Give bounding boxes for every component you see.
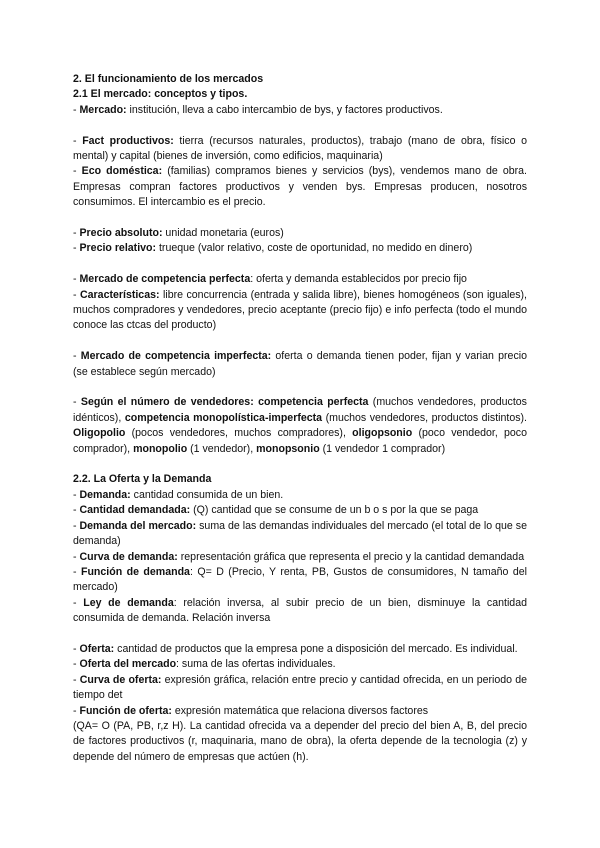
- term: Cantidad demandada:: [79, 504, 191, 517]
- term: Función de demanda: [80, 565, 190, 578]
- term: Ley de demanda: [83, 596, 174, 609]
- term: Precio relativo:: [79, 242, 157, 255]
- term: Características:: [80, 288, 160, 301]
- item-funcion-demanda: - Función de demanda: Q= D (Precio, Y renta, PB, Gustos de consumidores, N tamaño del mercado): [73, 565, 527, 594]
- term: Curva de demanda:: [79, 550, 178, 563]
- item-oferta-mercado: - Oferta del mercado: suma de las ofertas individuales.: [73, 658, 336, 671]
- term: Curva de oferta:: [79, 673, 162, 686]
- item-curva-oferta: - Curva de oferta: expresión gráfica, relación entre precio y cantidad ofrecida, en un periodo de tiempo det: [73, 673, 528, 702]
- qa-paragraph: (QA= O (PA, PB, r,z H). La cantidad ofrecida va a depender del precio del bien A, B, del precio de factores productivos (r, maquinaria, mano de obra), la oferta depende de la tecnologia (z) y depende del número de empresas que actúen (h).: [73, 719, 527, 763]
- document-content: [73, 72, 527, 765]
- item-fact-productivos: - Fact productivos: tierra (recursos naturales, productos), trabajo (mano de obra, físico o mental) y capital (bienes de inversión, como edificios, maquinaria): [73, 134, 528, 163]
- section-title: 2. El funcionamiento de los mercados: [73, 73, 264, 85]
- item-num-vendedores: - Según el número de vendedores: competencia perfecta (muchos vendedores, productos idénticos), competencia monopolística-imperfecta (muchos vendedores, productos distintos). Oligopolio (pocos vendedores, muchos compradores), oligopsonio (poco vendedor, poco comprador), monopolio (1 vendedor), monopsonio (1 vendedor 1 comprador): [73, 396, 527, 455]
- item-competencia-perfecta: - Mercado de competencia perfecta: oferta y demanda establecidos por precio fijo: [73, 273, 467, 286]
- term: Fact productivos:: [82, 134, 174, 147]
- item-competencia-imperfecta: - Mercado de competencia imperfecta: oferta o demanda tienen poder, fijan y varian precio (se establece según mercado): [73, 350, 527, 378]
- item-mercado: - Mercado: institución, lleva a cabo intercambio de bys, y factores productivos.: [73, 103, 443, 116]
- section2-title: 2.2. La Oferta y la Demanda: [73, 473, 212, 486]
- term: Demanda:: [79, 488, 131, 501]
- item-demanda: - Demanda: cantidad consumida de un bien.: [73, 488, 284, 501]
- item-oferta: - Oferta: cantidad de productos que la empresa pone a disposición del mercado. Es individual.: [73, 642, 518, 655]
- term: Oferta:: [79, 642, 115, 655]
- item-curva-demanda: - Curva de demanda: representación gráfica que representa el precio y la cantidad demandada: [73, 550, 525, 563]
- item-demanda-mercado: - Demanda del mercado: suma de las demandas individuales del mercado (el total de lo que se demanda): [73, 519, 527, 548]
- item-ley-demanda: - Ley de demanda: relación inversa, al subir precio de un bien, disminuye la cantidad consumida de demanda. Relación inversa: [73, 596, 527, 625]
- term: Mercado:: [79, 103, 127, 116]
- term: Oferta del mercado: [79, 658, 177, 671]
- term: Precio absoluto:: [79, 227, 163, 240]
- item-cantidad-demandada: - Cantidad demandada: (Q) cantidad que se consume de un b o s por la que se paga: [73, 504, 479, 517]
- item-funcion-oferta: - Función de oferta: expresión matemática que relaciona diversos factores: [73, 704, 429, 717]
- term: Demanda del mercado:: [79, 519, 197, 532]
- section-subtitle: 2.1 El mercado: conceptos y tipos.: [73, 88, 248, 101]
- item-caracteristicas: - Características: libre concurrencia (entrada y salida libre), bienes homogéneos (son iguales), muchos compradores y vendedores, precio aceptante (precio fijo) e info perfecta (todo el mundo conoce las ctcas del producto): [73, 288, 527, 332]
- term: Eco doméstica:: [81, 165, 163, 178]
- item-precio-absoluto: - Precio absoluto: unidad monetaria (euros): [73, 227, 284, 240]
- term: Mercado de competencia perfecta: [79, 273, 251, 286]
- term: Función de oferta:: [79, 704, 172, 717]
- item-precio-relativo: - Precio relativo: trueque (valor relativo, coste de oportunidad, no medido en dinero): [73, 242, 473, 255]
- term: Según el número de vendedores:: [80, 396, 254, 409]
- item-eco-domestica: - Eco doméstica: (familias) compramos bienes y servicios (bys), vendemos mano de obra. Empresas compran factores productivos y venden bys. Empresas producen, nosotros consumimos. El intercambio es el precio.: [73, 165, 527, 209]
- term: Mercado de competencia imperfecta:: [80, 350, 272, 363]
